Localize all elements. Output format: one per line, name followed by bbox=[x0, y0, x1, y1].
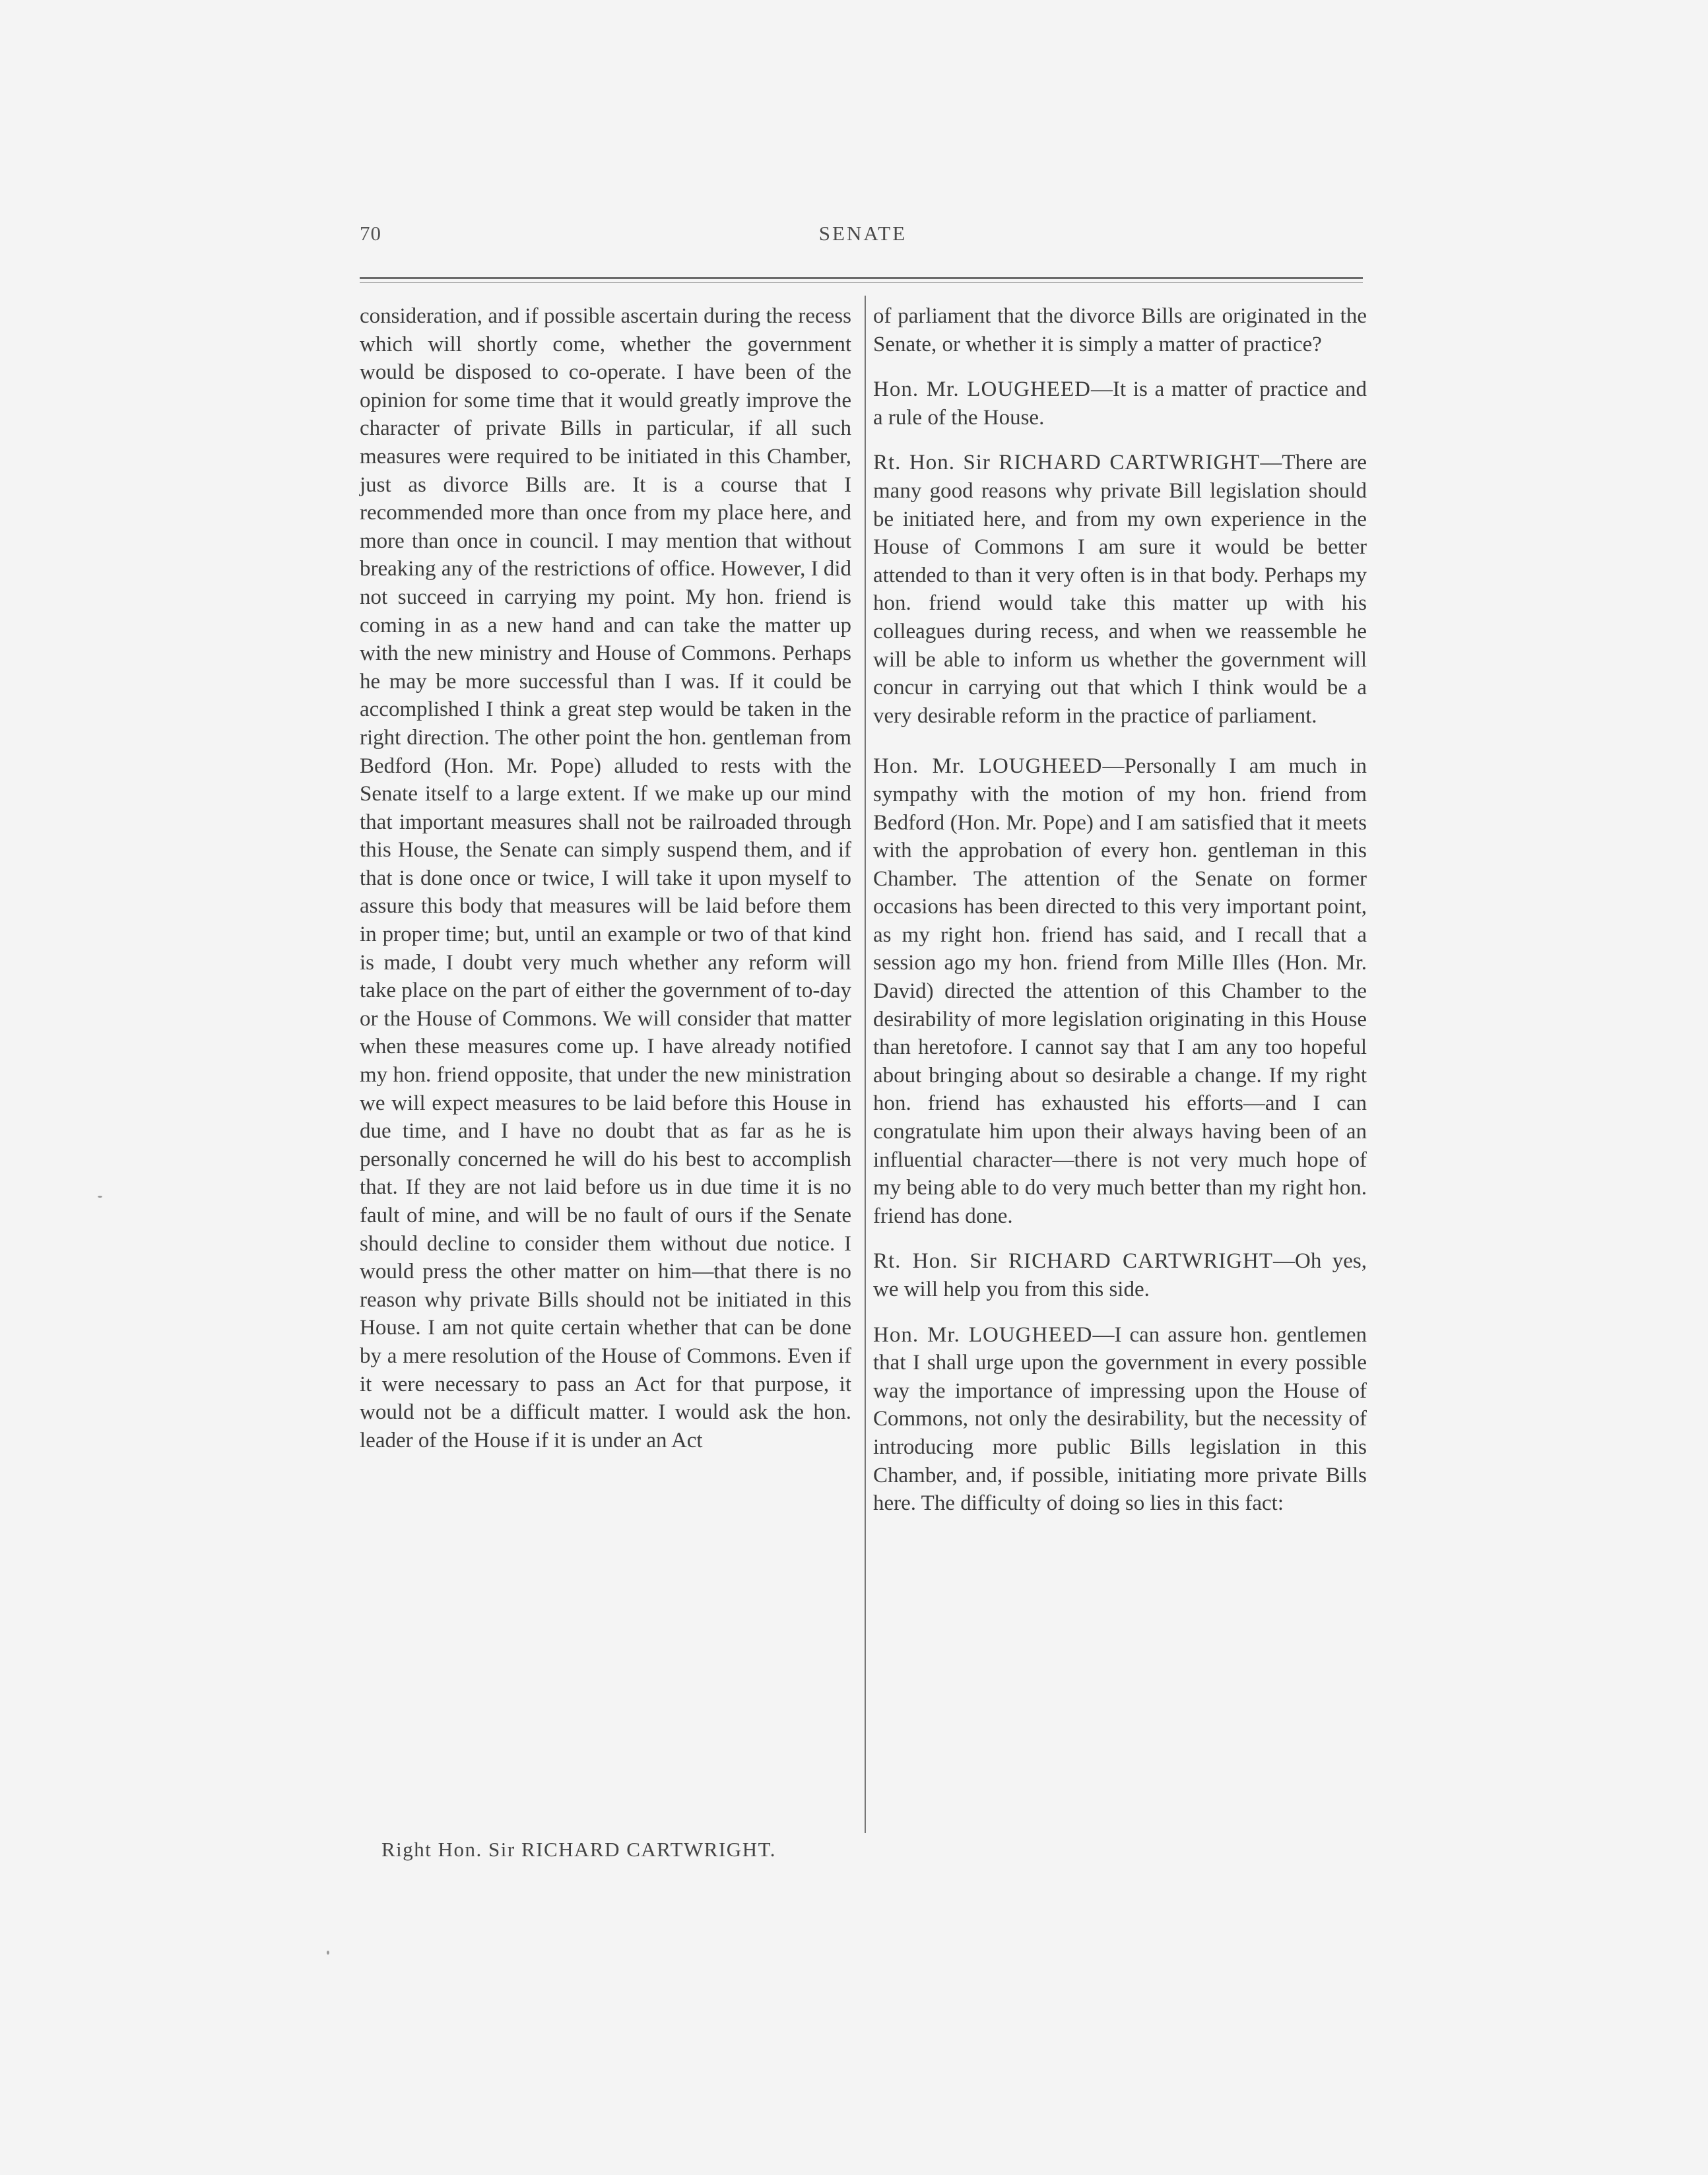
speaker-name: Hon. Mr. LOUGHEED bbox=[873, 377, 1091, 402]
running-head-title: SENATE bbox=[818, 222, 907, 245]
page-number: 70 bbox=[360, 222, 381, 245]
speech-text: —There are many good reasons why private Bill legislation should be initiated here, and from my own experience in the House of Commons I am sure it would be better attended to than it very often is in that body. Perhaps my hon. friend would take this matter up with his colleagues during recess, and when we reassemble he will be able to inform us whether the government will concur in carrying out that which I think would be a very desirable reform in the practice of parliament. bbox=[873, 451, 1367, 728]
speaker-name: Hon. Mr. LOUGHEED bbox=[873, 754, 1103, 779]
speech-text: —Oh yes, we will help you from this side. bbox=[873, 1249, 1367, 1301]
speech-text: —It is a matter of practice and a rule of the House. bbox=[873, 377, 1367, 430]
column-divider bbox=[865, 296, 866, 1833]
speaker-name: Hon. Mr. LOUGHEED bbox=[873, 1322, 1093, 1347]
left-column-text: consideration, and if possible ascertain during the recess which will shortly come, whether the government would be disposed to co-operate. I have been of the opinion for some time that it would greatly improve the character of private Bills in particular, if all such measures were required to be initiated in this Chamber, just as divorce Bills are. It is a course that I recommended more than once from my place here, and more than once in council. I may mention that without breaking any of the restrictions of office. However, I did not succeed in carrying my point. My hon. friend is coming in as a new hand and can take the matter up with the new ministry and House of Commons. Perhaps he may be more successful than I was. If it could be accomplished I think a great step would be taken in the right direction. The other point the hon. gentleman from Bedford (Hon. Mr. Pope) alluded to rests with the Senate itself to a large extent. If we make up our mind that important measures shall not be railroaded through this House, the Senate can simply suspend them, and if that is done once or twice, I will take it upon myself to assure this body that measures will be laid before them in proper time; but, until an example or two of that kind is made, I doubt very much whether any reform will take place on the part of either the government of to-day or the House of Commons. We will consider that matter when these measures come up. I have already notified my hon. friend opposite, that under the new ministration we will expect measures to be laid before this House in due time, and I have no doubt that as far as he is personally concerned he will do his best to accomplish that. If they are not laid before us in due time it is no fault of mine, and will be no fault of ours if the Senate should decline to consider them without due notice. I would press the other matter on him—that there is no reason why private Bills should not be initiated in this House. I am not quite certain whether that can be done by a mere resolution of the House of Commons. Even if it were necessary to pass an Act for that purpose, it would not be a difficult matter. I would ask the hon. leader of the House if it is under an Act bbox=[360, 304, 851, 1452]
footer-speaker-line: Right Hon. Sir RICHARD CARTWRIGHT. bbox=[381, 1838, 776, 1861]
right-column bbox=[873, 302, 1367, 1518]
speaker-name: Rt. Hon. Sir RICHARD CARTWRIGHT bbox=[873, 1249, 1274, 1274]
header-rule-thin bbox=[360, 282, 1363, 283]
speech-paragraph bbox=[873, 752, 1367, 1230]
left-column bbox=[360, 302, 851, 1454]
speech-text: —Personally I am much in sympathy with the motion of my hon. friend from Bedford (Hon. Mr. Pope) and I am satisfied that it meets with the approbation of every hon. gentleman in this Chamber. The attention of the Senate on former occasions has been directed to this very important point, as my right hon. friend has said, and I recall that a session ago my hon. friend from Mille Illes (Hon. Mr. David) directed the attention of this Chamber to the desirability of more legislation originating in this House than heretofore. I cannot say that I am any too hopeful about bringing about so desirable a change. If my right hon. friend has exhausted his efforts—and I can congratulate him upon their always having been of an influential character—there is not very much hope of my being able to do very much better than my right hon. friend has done. bbox=[873, 754, 1367, 1228]
speech-paragraph bbox=[873, 1247, 1367, 1303]
page-header bbox=[360, 222, 1366, 248]
speech-paragraph bbox=[873, 449, 1367, 730]
header-rule bbox=[360, 277, 1363, 279]
paragraph-text: of parliament that the divorce Bills are originated in the Senate, or whether it is simply a matter of practice? bbox=[873, 304, 1367, 356]
speaker-name: Rt. Hon. Sir RICHARD CARTWRIGHT bbox=[873, 451, 1261, 475]
paragraph-continuation bbox=[873, 302, 1367, 358]
speech-paragraph bbox=[873, 1321, 1367, 1518]
scan-speck bbox=[98, 1196, 102, 1198]
speech-text: —I can assure hon. gentlemen that I shall urge upon the government in every possible way the importance of impressing upon the House of Commons, not only the desirability, but the necessity of introducing more public Bills legislation in this Chamber, and, if possible, initiating more private Bills here. The difficulty of doing so lies in this fact: bbox=[873, 1322, 1367, 1516]
scan-speck bbox=[327, 1951, 329, 1955]
speech-paragraph bbox=[873, 375, 1367, 432]
